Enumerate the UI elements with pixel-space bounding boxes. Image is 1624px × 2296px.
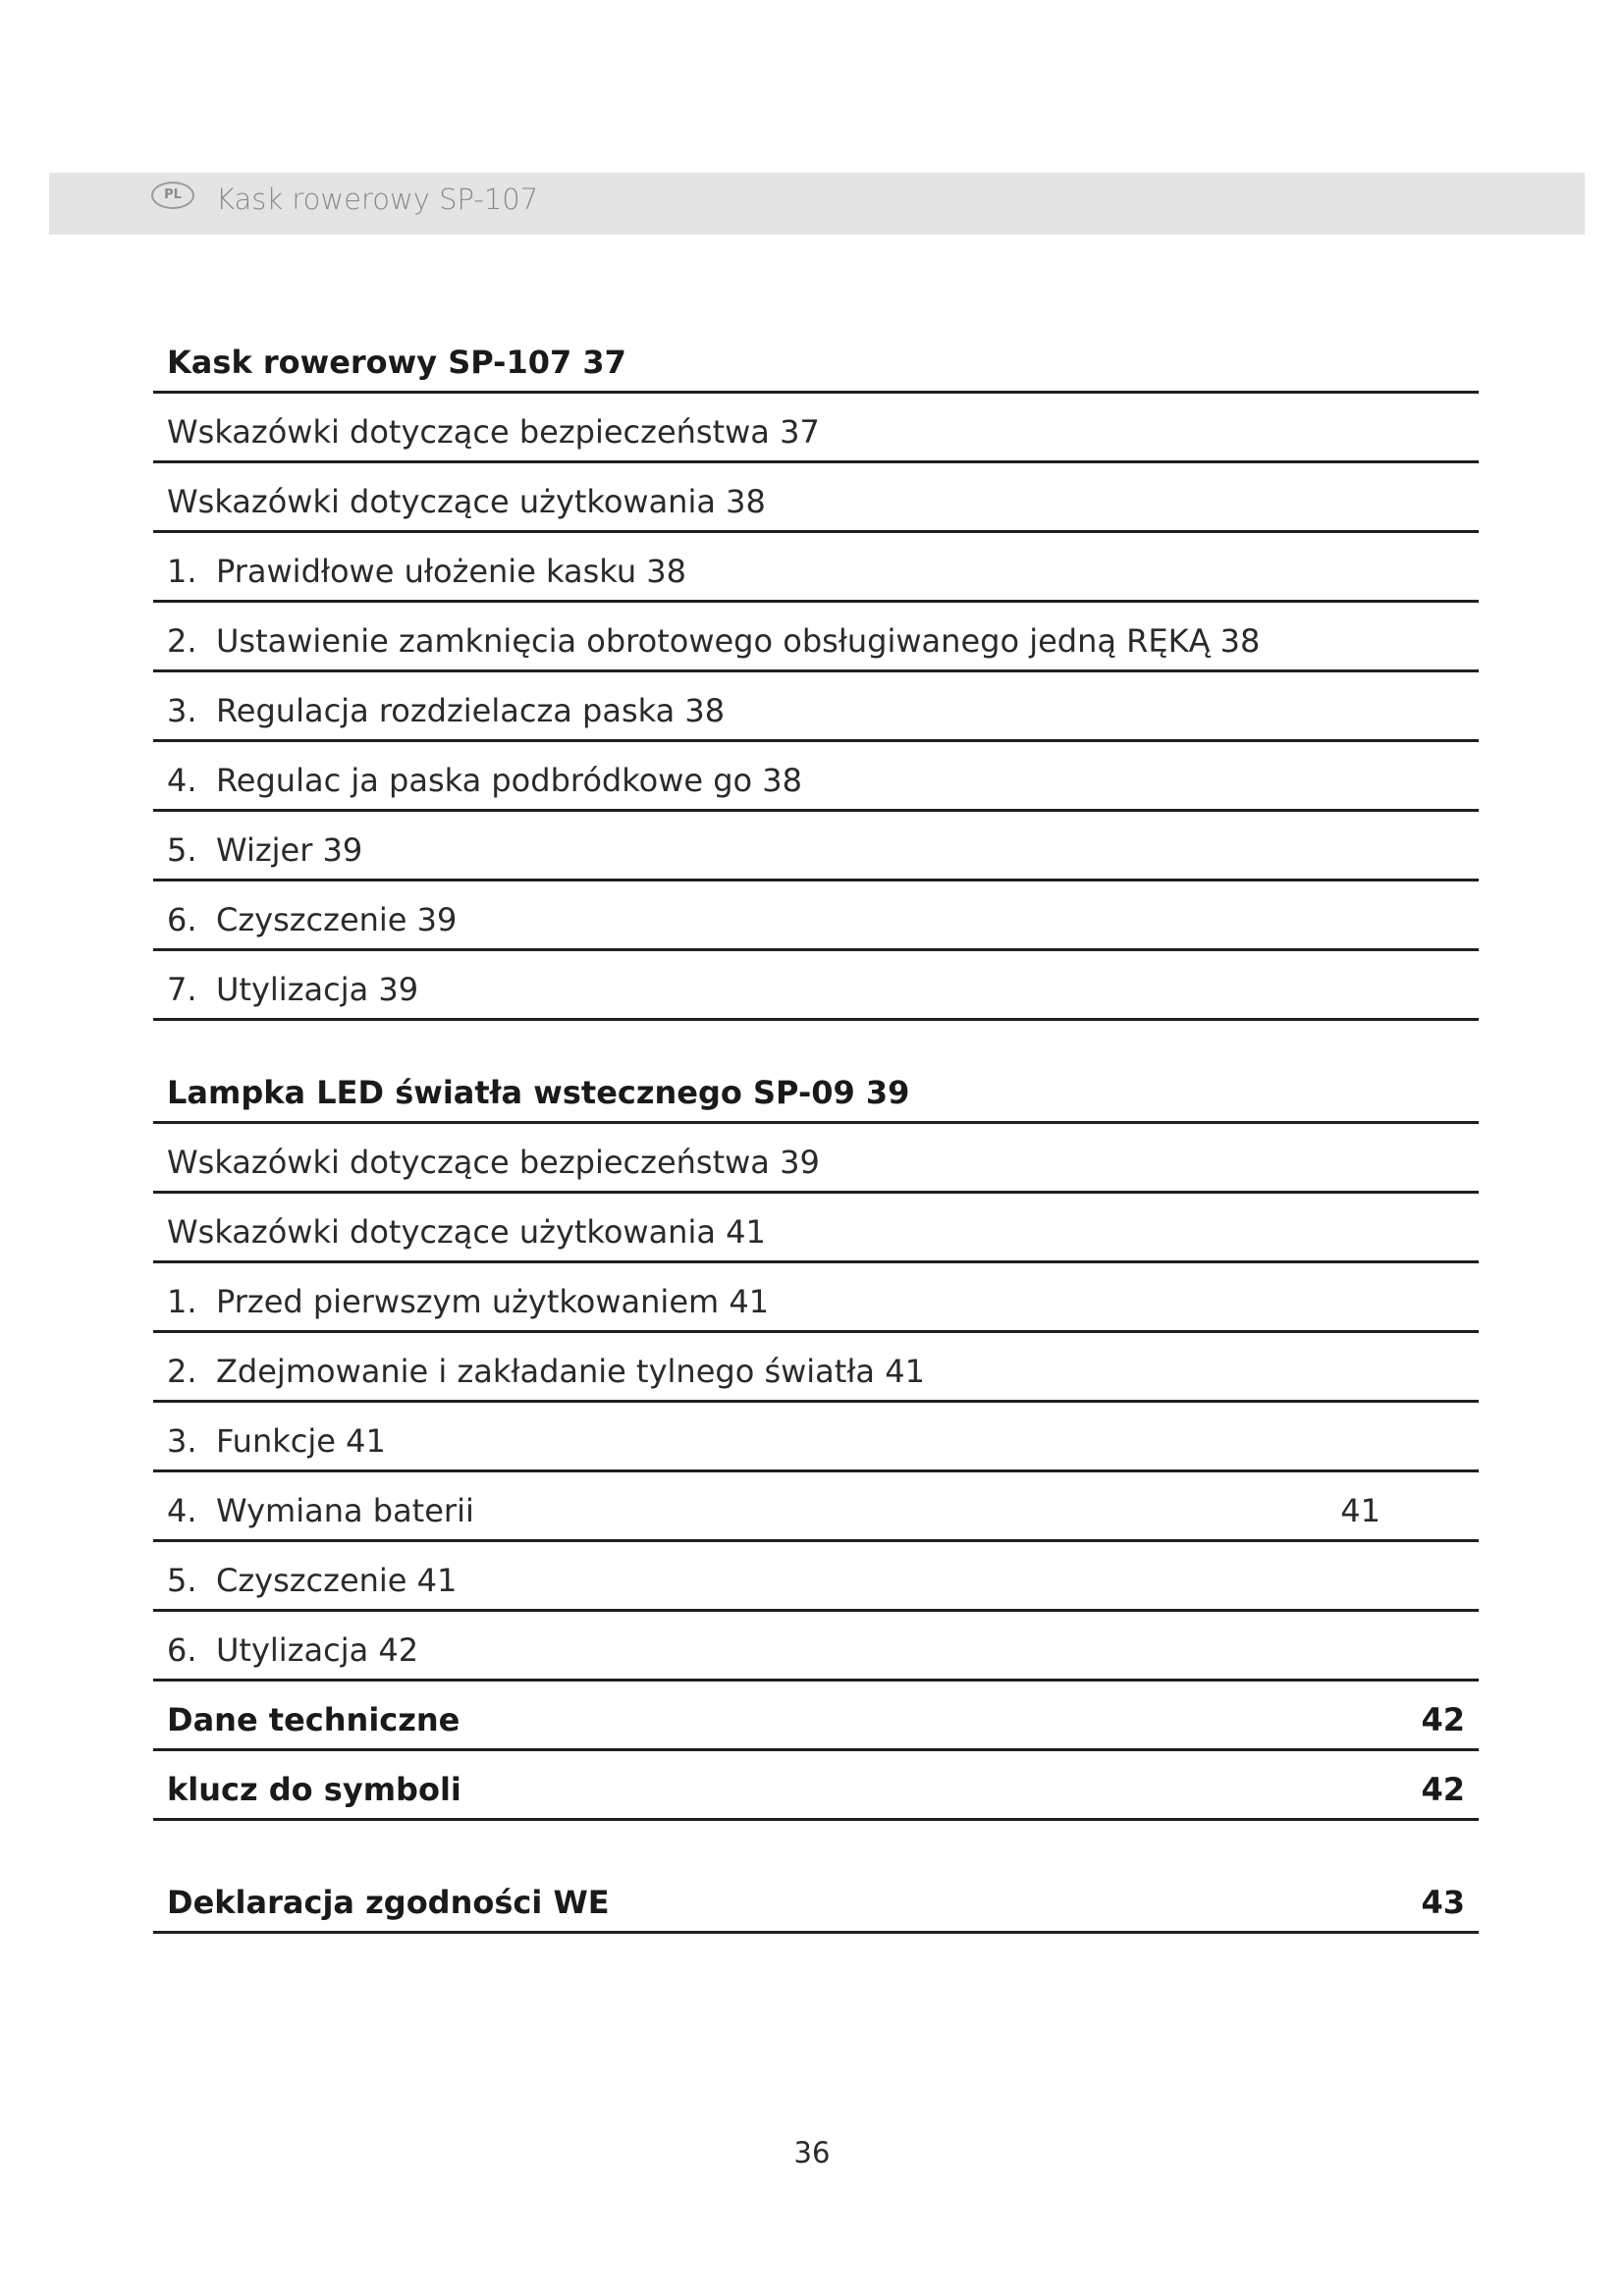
toc-entry-label: Utylizacja 42: [216, 1631, 419, 1669]
toc-heading-helmet[interactable]: [153, 324, 1479, 394]
toc-entry-label: Wskazówki dotyczące bezpieczeństwa 37: [167, 413, 820, 451]
toc-entry-label: Wskazówki dotyczące użytkowania 38: [167, 483, 766, 520]
toc-entry-label: Funkcje 41: [216, 1422, 386, 1460]
toc-heading-led[interactable]: [153, 1054, 1479, 1124]
toc-entry-helmet-item-3[interactable]: [153, 672, 1479, 742]
toc-entry-number: 4.: [167, 1492, 197, 1529]
toc-entry-helmet-item-6[interactable]: [153, 881, 1479, 951]
header-title: Kask rowerowy SP-107: [216, 183, 539, 216]
toc-entry-helmet-item-2[interactable]: [153, 603, 1479, 672]
toc-entry-label: Wymiana baterii: [216, 1492, 474, 1529]
toc-heading-label: Lampka LED światła wstecznego SP-09 39: [167, 1074, 910, 1111]
toc-heading-label: Kask rowerowy SP-107 37: [167, 344, 626, 381]
toc-entry-number: 4.: [167, 762, 197, 799]
page-number: 36: [793, 2136, 831, 2169]
toc-entry-label: Prawidłowe ułożenie kasku 38: [216, 553, 687, 590]
toc-entry-number: 7.: [167, 971, 197, 1008]
toc-entry-helmet-item-7[interactable]: [153, 951, 1479, 1021]
toc-heading-declaration[interactable]: [153, 1864, 1479, 1934]
toc-entry-number: 6.: [167, 1631, 197, 1669]
toc-entry-number: 2.: [167, 622, 197, 660]
table-of-contents: [153, 324, 1479, 1934]
toc-entry-helmet-item-5[interactable]: [153, 812, 1479, 881]
toc-entry-number: 5.: [167, 1562, 197, 1599]
toc-entry-label: Wizjer 39: [216, 831, 363, 869]
toc-entry-led-item-3[interactable]: [153, 1403, 1479, 1472]
toc-entry-label: Zdejmowanie i zakładanie tylnego światła 41: [216, 1353, 925, 1390]
toc-entry-label: Czyszczenie 39: [216, 901, 458, 938]
toc-entry-number: 1.: [167, 1283, 197, 1320]
toc-entry-label: Czyszczenie 41: [216, 1562, 458, 1599]
toc-entry-number: 3.: [167, 692, 197, 729]
toc-entry-led-item-4[interactable]: [153, 1472, 1479, 1542]
toc-heading-label: Dane techniczne: [167, 1701, 460, 1738]
toc-entry-helmet-usage[interactable]: [153, 463, 1479, 533]
toc-entry-label: Wskazówki dotyczące bezpieczeństwa 39: [167, 1144, 820, 1181]
toc-entry-label: Ustawienie zamknięcia obrotowego obsługiwanego jedną RĘKĄ 38: [216, 622, 1261, 660]
toc-heading-symbols[interactable]: [153, 1751, 1479, 1821]
toc-entry-led-item-6[interactable]: [153, 1612, 1479, 1682]
header-band: [49, 173, 1585, 235]
toc-entry-page: 41: [1340, 1492, 1380, 1529]
toc-entry-number: 1.: [167, 553, 197, 590]
toc-entry-label: Regulacja rozdzielacza paska 38: [216, 692, 726, 729]
toc-heading-label: klucz do symboli: [167, 1771, 461, 1808]
toc-entry-led-item-5[interactable]: [153, 1542, 1479, 1612]
toc-entry-label: Przed pierwszym użytkowaniem 41: [216, 1283, 770, 1320]
toc-entry-led-usage[interactable]: [153, 1194, 1479, 1263]
toc-entry-number: 2.: [167, 1353, 197, 1390]
toc-heading-label: Deklaracja zgodności WE: [167, 1884, 610, 1921]
language-badge: PL: [151, 182, 194, 209]
toc-entry-number: 6.: [167, 901, 197, 938]
toc-heading-page: 42: [1421, 1701, 1465, 1738]
toc-entry-helmet-item-1[interactable]: [153, 533, 1479, 603]
toc-entry-helmet-item-4[interactable]: [153, 742, 1479, 812]
toc-entry-led-item-1[interactable]: [153, 1263, 1479, 1333]
toc-entry-label: Regulac ja paska podbródkowe go 38: [216, 762, 802, 799]
toc-entry-led-safety[interactable]: [153, 1124, 1479, 1194]
toc-heading-page: 43: [1421, 1884, 1465, 1921]
toc-heading-tech[interactable]: [153, 1682, 1479, 1751]
toc-entry-helmet-safety[interactable]: [153, 394, 1479, 463]
toc-entry-number: 3.: [167, 1422, 197, 1460]
toc-heading-page: 42: [1421, 1771, 1465, 1808]
toc-entry-label: Utylizacja 39: [216, 971, 419, 1008]
toc-entry-led-item-2[interactable]: [153, 1333, 1479, 1403]
toc-entry-label: Wskazówki dotyczące użytkowania 41: [167, 1213, 766, 1251]
toc-entry-number: 5.: [167, 831, 197, 869]
